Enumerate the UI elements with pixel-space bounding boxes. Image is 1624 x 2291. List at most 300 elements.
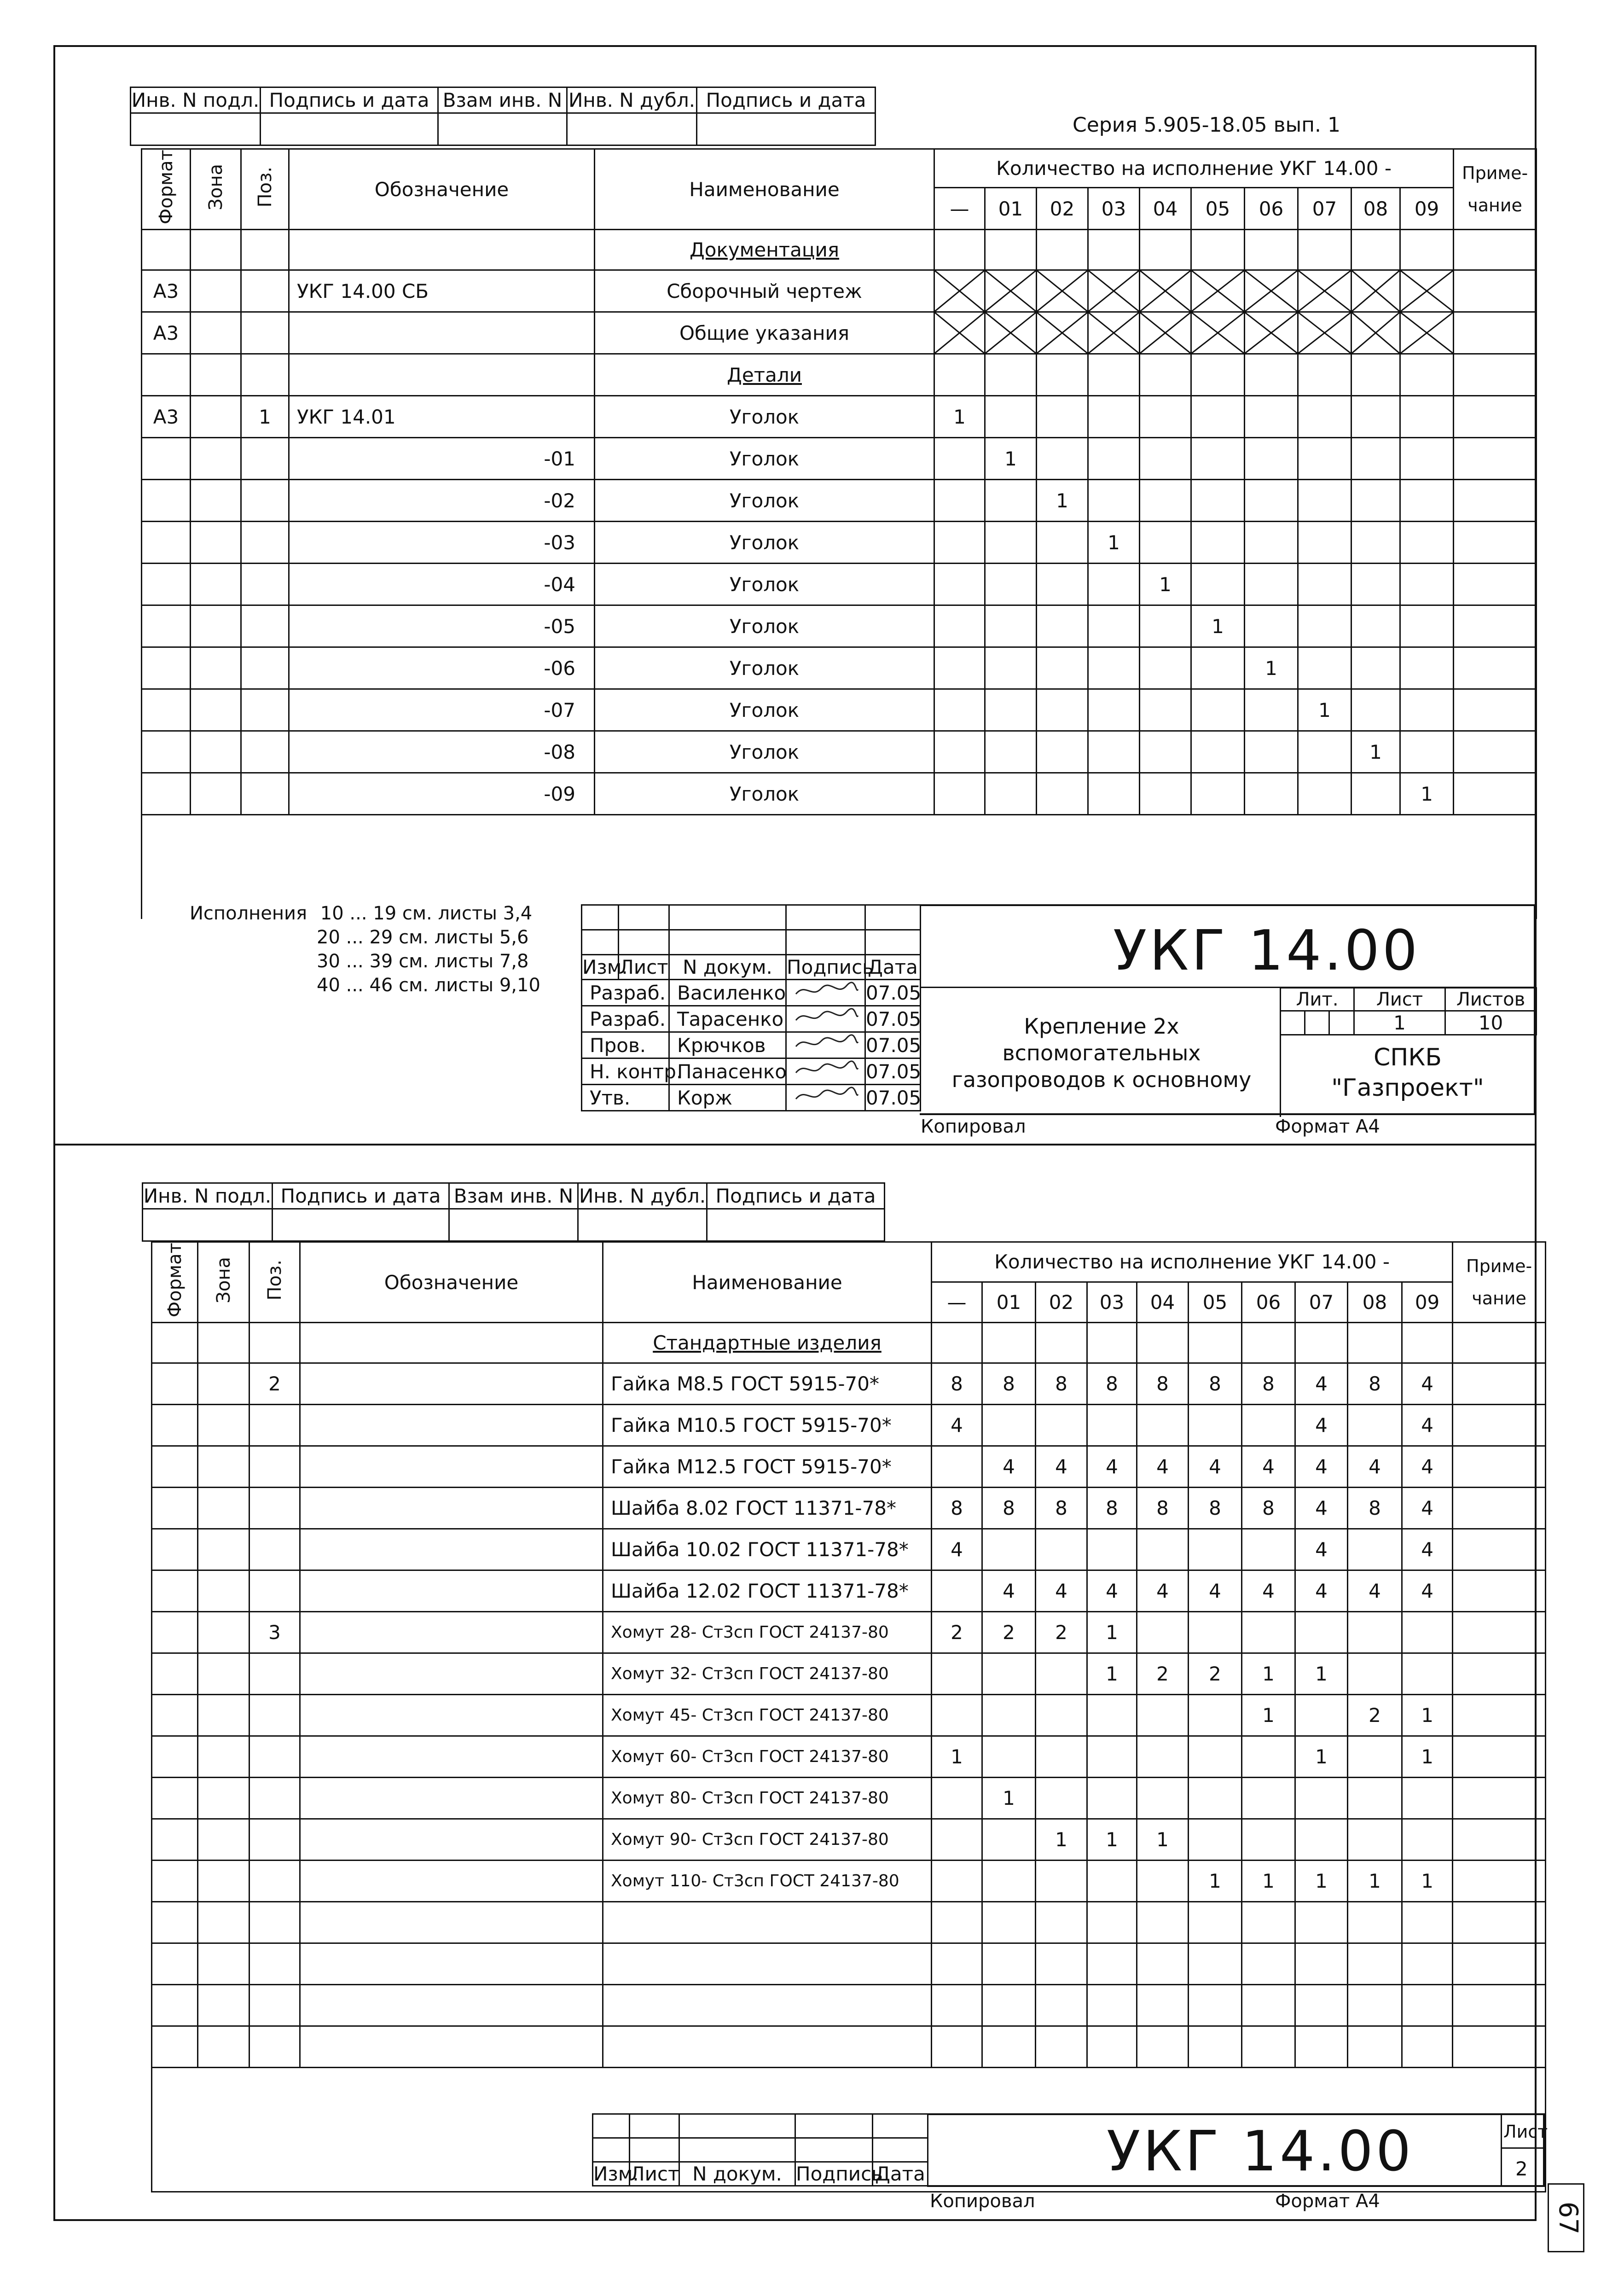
organization: [1280, 1042, 1536, 1103]
qty-cell: [982, 1405, 1036, 1446]
qty-cell: 4: [1087, 1570, 1137, 1612]
qty-cell: 1: [1402, 1695, 1453, 1736]
qty-cell: [1295, 1902, 1348, 1943]
inv-header-cell: Подпись и дата: [707, 1183, 885, 1209]
qty-cell: 2: [982, 1612, 1036, 1653]
qty-cell: [1191, 438, 1245, 480]
cross-mark: [986, 313, 1036, 353]
zone-cell: [191, 689, 241, 731]
qty-cell: [1189, 1985, 1242, 2026]
note-cell: [1453, 1570, 1546, 1612]
crossed-cell: [1245, 312, 1298, 354]
qty-cell: 4: [932, 1529, 982, 1570]
crossed-cell: [1191, 312, 1245, 354]
zone-cell: [198, 1736, 249, 1778]
qty-cell: [1402, 1653, 1453, 1695]
zone-cell: [198, 1902, 249, 1943]
qty-cell: [1189, 1405, 1242, 1446]
format-label: Формат А4: [1275, 1116, 1380, 1137]
qty-cell: [1036, 1736, 1087, 1778]
note-cell: [1453, 1695, 1546, 1736]
lower-title-block-grid: [592, 2113, 928, 2186]
qty-cell: 1: [934, 396, 985, 438]
note-cell: [1454, 773, 1537, 815]
qty-cell: [985, 230, 1037, 270]
pos-cell: [241, 647, 289, 689]
variant-header: 02: [1037, 188, 1088, 230]
qty-cell: [1348, 2026, 1402, 2068]
note-cell: [1453, 1943, 1546, 1985]
cross-mark: [1140, 271, 1190, 311]
designation-cell: [300, 1570, 603, 1612]
qty-cell: [982, 1943, 1036, 1985]
sheet-info-table: [1280, 987, 1537, 1035]
table-row: [152, 1902, 1546, 1943]
qty-cell: 2: [1036, 1612, 1087, 1653]
inv-header-cell: Подпись и дата: [261, 87, 438, 113]
pos-cell: [249, 1488, 300, 1529]
crossed-cell: [1351, 270, 1400, 312]
name-cell: Общие указания: [595, 312, 934, 354]
qty-cell: 4: [1348, 1570, 1402, 1612]
inv-header-cell: Подпись и дата: [697, 87, 876, 113]
note-cell: [1454, 396, 1537, 438]
designation-cell: [300, 2026, 603, 2068]
crossed-cell: [985, 270, 1037, 312]
qty-cell: [932, 1570, 982, 1612]
qty-cell: [1137, 1943, 1189, 1985]
qty-cell: [1088, 396, 1140, 438]
variants-note-line: 30 ... 39 см. листы 7,8: [317, 951, 529, 972]
qty-cell: [1348, 1529, 1402, 1570]
table-row: [142, 230, 1537, 270]
qty-cell: [934, 438, 985, 480]
qty-cell: 1: [985, 438, 1037, 480]
designation-header: Обозначение: [289, 149, 595, 230]
qty-cell: 8: [1036, 1363, 1087, 1405]
qty-cell: [1087, 1695, 1137, 1736]
variant-header: 03: [1087, 1282, 1137, 1323]
qty-cell: [932, 1323, 982, 1363]
designation-cell: УКГ 14.01: [289, 396, 595, 438]
variant-header: 08: [1351, 188, 1400, 230]
qty-cell: [1189, 1695, 1242, 1736]
drawing-code: УКГ 14.00: [1113, 919, 1421, 983]
qty-cell: [1242, 1405, 1295, 1446]
qty-cell: 4: [1402, 1405, 1453, 1446]
cross-mark: [1299, 271, 1351, 311]
qty-cell: [934, 773, 985, 815]
format-cell: [142, 230, 191, 270]
designation-cell: [300, 1612, 603, 1653]
qty-cell: 1: [1087, 1819, 1137, 1861]
qty-cell: [1402, 1943, 1453, 1985]
name-cell: Шайба 8.02 ГОСТ 11371-78*: [603, 1488, 932, 1529]
zone-cell: [191, 396, 241, 438]
designation-cell: [300, 1446, 603, 1488]
qty-cell: [1140, 480, 1191, 522]
designation-cell: [300, 1778, 603, 1819]
inv-header-cell: Взам инв. N: [438, 87, 567, 113]
note-cell: [1453, 1902, 1546, 1943]
qty-cell: 1: [1245, 647, 1298, 689]
qty-cell: 8: [1036, 1488, 1087, 1529]
qty-cell: [1036, 1861, 1087, 1902]
note-header-line: чание: [1467, 195, 1522, 216]
qty-cell: [1295, 1778, 1348, 1819]
qty-cell: [1037, 773, 1088, 815]
qty-cell: 4: [932, 1405, 982, 1446]
pos-cell: [249, 1405, 300, 1446]
qty-cell: [1189, 1943, 1242, 1985]
qty-cell: 4: [1242, 1446, 1295, 1488]
qty-cell: 4: [1402, 1529, 1453, 1570]
qty-cell: [934, 731, 985, 773]
qty-cell: [1402, 1902, 1453, 1943]
qty-cell: [1400, 480, 1454, 522]
qty-cell: [1088, 605, 1140, 647]
qty-cell: [1189, 1323, 1242, 1363]
qty-cell: [1298, 773, 1351, 815]
note-cell: [1454, 354, 1537, 396]
note-cell: [1453, 2026, 1546, 2068]
pos-cell: [249, 1529, 300, 1570]
crossed-cell: [934, 270, 985, 312]
qty-cell: [1402, 1778, 1453, 1819]
cross-mark: [1401, 313, 1453, 353]
variant-header: 07: [1298, 188, 1351, 230]
org-line: СПКБ: [1373, 1044, 1442, 1071]
inv-header-cell: Инв. N дубл.: [578, 1183, 707, 1209]
qty-cell: [1295, 1612, 1348, 1653]
crossed-cell: [1191, 270, 1245, 312]
zone-cell: [198, 1570, 249, 1612]
qty-cell: [982, 1902, 1036, 1943]
qty-cell: [1295, 1819, 1348, 1861]
qty-cell: [1037, 605, 1088, 647]
zone-cell: [191, 312, 241, 354]
qty-cell: [1088, 689, 1140, 731]
table-row: [142, 522, 1537, 564]
date-cell: 07.05: [865, 1058, 921, 1085]
variants-note-line: 40 ... 46 см. листы 9,10: [317, 975, 540, 996]
format-cell: [142, 731, 191, 773]
date-cell: 07.05: [865, 1085, 921, 1111]
format-cell: [152, 1488, 198, 1529]
name-cell: Уголок: [595, 731, 934, 773]
variants-note-line: 10 ... 19 см. листы 3,4: [320, 903, 533, 924]
qty-cell: [1088, 354, 1140, 396]
qty-cell: 4: [1402, 1488, 1453, 1529]
qty-cell: 1: [1400, 773, 1454, 815]
qty-cell: 4: [1036, 1570, 1087, 1612]
qty-cell: [934, 564, 985, 605]
qty-cell: [1036, 1529, 1087, 1570]
qty-cell: [1242, 1529, 1295, 1570]
pos-cell: [249, 1323, 300, 1363]
copied-label: Копировал: [930, 2191, 1035, 2212]
qty-cell: 8: [932, 1488, 982, 1529]
designation-header: Обозначение: [300, 1242, 603, 1323]
qty-cell: [1400, 564, 1454, 605]
format-header: Формат: [155, 150, 177, 225]
format-cell: [142, 605, 191, 647]
name-cell: Уголок: [595, 689, 934, 731]
variant-header: —: [934, 188, 985, 230]
qty-cell: [1137, 1778, 1189, 1819]
qty-cell: 4: [1189, 1570, 1242, 1612]
table-row: [152, 1612, 1546, 1653]
qty-cell: [1298, 354, 1351, 396]
role-cell: Утв.: [582, 1085, 669, 1111]
qty-cell: [1242, 1819, 1295, 1861]
crossed-cell: [1037, 270, 1088, 312]
qty-cell: 4: [1295, 1529, 1348, 1570]
qty-cell: [1400, 647, 1454, 689]
qty-cell: [1402, 1819, 1453, 1861]
quantity-header: Количество на исполнение УКГ 14.00 -: [934, 149, 1454, 188]
qty-cell: 1: [1242, 1653, 1295, 1695]
cross-mark: [1037, 313, 1087, 353]
qty-cell: 4: [1295, 1570, 1348, 1612]
table-row: [142, 312, 1537, 354]
qty-cell: [934, 647, 985, 689]
format-cell: А3: [142, 312, 191, 354]
pos-cell: [249, 1570, 300, 1612]
qty-cell: 8: [1137, 1363, 1189, 1405]
name-cell: [603, 2026, 932, 2068]
qty-cell: [1087, 1778, 1137, 1819]
format-cell: [152, 1819, 198, 1861]
signature-row: [582, 1085, 921, 1111]
qty-cell: [1298, 230, 1351, 270]
zone-cell: [198, 2026, 249, 2068]
table-row: [152, 1695, 1546, 1736]
qty-cell: [985, 605, 1037, 647]
tb-header: Изм.: [582, 955, 619, 980]
qty-cell: [985, 396, 1037, 438]
inv-header-cell: Подпись и дата: [273, 1183, 449, 1209]
note-cell: [1453, 1778, 1546, 1819]
designation-cell: [300, 1943, 603, 1985]
qty-cell: 4: [982, 1446, 1036, 1488]
table-row: [152, 1363, 1546, 1405]
qty-cell: [1242, 1902, 1295, 1943]
pos-cell: 2: [249, 1363, 300, 1405]
qty-cell: [1245, 438, 1298, 480]
table-row: [142, 773, 1537, 815]
qty-cell: [1298, 731, 1351, 773]
sheet-label: Лист: [1354, 988, 1445, 1011]
qty-cell: [1087, 1529, 1137, 1570]
pos-cell: [249, 1778, 300, 1819]
qty-cell: [1402, 1323, 1453, 1363]
pos-cell: [241, 230, 289, 270]
qty-cell: [932, 1446, 982, 1488]
format-cell: [142, 354, 191, 396]
col-format-header: [152, 1242, 198, 1323]
signature-cell: [786, 1006, 865, 1032]
note-header-line: Приме-: [1466, 1256, 1532, 1277]
qty-cell: [1295, 1943, 1348, 1985]
qty-cell: 4: [1189, 1446, 1242, 1488]
zone-cell: [198, 1363, 249, 1405]
qty-cell: [1400, 230, 1454, 270]
note-cell: [1454, 270, 1537, 312]
variant-header: 07: [1295, 1282, 1348, 1323]
name-cell: Гайка М10.5 ГОСТ 5915-70*: [603, 1405, 932, 1446]
name-cell: [603, 1943, 932, 1985]
designation-cell: [289, 230, 595, 270]
zone-cell: [191, 522, 241, 564]
variant-header: 04: [1137, 1282, 1189, 1323]
qty-cell: [985, 731, 1037, 773]
qty-cell: 8: [1189, 1363, 1242, 1405]
handwritten-signature: [791, 1006, 860, 1027]
qty-cell: 4: [1295, 1488, 1348, 1529]
upper-spec-table: [141, 148, 1537, 919]
format-header: Формат: [164, 1243, 186, 1318]
name-cell: [603, 1985, 932, 2026]
pos-cell: [249, 1653, 300, 1695]
tb-header: N докум.: [679, 2162, 795, 2186]
qty-cell: [982, 1861, 1036, 1902]
signature-row: [582, 1032, 921, 1058]
note-cell: [1454, 312, 1537, 354]
qty-cell: [1191, 689, 1245, 731]
crossed-cell: [1298, 312, 1351, 354]
qty-cell: 8: [1242, 1488, 1295, 1529]
designation-cell: -08: [289, 731, 595, 773]
zone-cell: [191, 230, 241, 270]
designation-cell: -05: [289, 605, 595, 647]
designation-cell: -01: [289, 438, 595, 480]
qty-cell: [1087, 1943, 1137, 1985]
qty-cell: [1298, 605, 1351, 647]
qty-cell: [1348, 1778, 1402, 1819]
qty-cell: [1088, 773, 1140, 815]
table-row: [142, 731, 1537, 773]
qty-cell: [985, 480, 1037, 522]
cross-mark: [986, 271, 1036, 311]
variant-header: 06: [1242, 1282, 1295, 1323]
qty-cell: [1137, 1861, 1189, 1902]
note-cell: [1454, 647, 1537, 689]
qty-cell: [934, 522, 985, 564]
qty-cell: [985, 354, 1037, 396]
pos-cell: [241, 689, 289, 731]
qty-cell: [1037, 396, 1088, 438]
inv-header-cell: Инв. N дубл.: [567, 87, 697, 113]
name-cell: Хомут 45- Ст3сп ГОСТ 24137-80: [603, 1695, 932, 1736]
qty-cell: [1137, 1902, 1189, 1943]
note-cell: [1453, 1736, 1546, 1778]
qty-cell: [1140, 731, 1191, 773]
sheet-number: 1: [1354, 1011, 1445, 1035]
qty-cell: [982, 1653, 1036, 1695]
qty-cell: [1036, 1985, 1087, 2026]
qty-cell: [1245, 480, 1298, 522]
lower-title-block-right: [927, 2113, 1548, 2187]
qty-cell: [1036, 1695, 1087, 1736]
qty-cell: [1037, 689, 1088, 731]
qty-cell: 1: [1295, 1736, 1348, 1778]
qty-cell: [1137, 1695, 1189, 1736]
qty-cell: 4: [1036, 1446, 1087, 1488]
qty-cell: [1088, 230, 1140, 270]
crossed-cell: [1088, 312, 1140, 354]
role-cell: Разраб.: [582, 1006, 669, 1032]
cross-mark: [1401, 271, 1453, 311]
zone-cell: [191, 605, 241, 647]
qty-cell: [1189, 1902, 1242, 1943]
qty-cell: 4: [1348, 1446, 1402, 1488]
cross-mark: [1089, 271, 1139, 311]
crossed-cell: [1140, 270, 1191, 312]
variants-note: [190, 901, 540, 997]
format-label: Формат А4: [1275, 2191, 1380, 2212]
qty-cell: [1351, 438, 1400, 480]
qty-cell: [1140, 773, 1191, 815]
upper-title-block-right: [920, 904, 1536, 1115]
qty-cell: [934, 354, 985, 396]
date-cell: 07.05: [865, 980, 921, 1006]
qty-cell: [1351, 564, 1400, 605]
qty-cell: [932, 1943, 982, 1985]
qty-cell: 4: [1137, 1446, 1189, 1488]
qty-cell: 1: [1402, 1861, 1453, 1902]
qty-cell: [1242, 2026, 1295, 2068]
tb-header: Подпись: [796, 2163, 883, 2185]
qty-cell: [1348, 1653, 1402, 1695]
designation-cell: [300, 1323, 603, 1363]
qty-cell: [1295, 1985, 1348, 2026]
qty-cell: [1348, 1323, 1402, 1363]
crossed-cell: [934, 312, 985, 354]
name-cell: Уголок: [595, 522, 934, 564]
qty-cell: 1: [1298, 689, 1351, 731]
table-row: [152, 1323, 1546, 1363]
zone-cell: [191, 438, 241, 480]
qty-cell: [1348, 1819, 1402, 1861]
pos-cell: [241, 270, 289, 312]
tb-header: Подпись: [786, 955, 865, 980]
signature-cell: [786, 1085, 865, 1111]
format-cell: [142, 438, 191, 480]
name-cell: Шайба 10.02 ГОСТ 11371-78*: [603, 1529, 932, 1570]
pos-cell: [241, 773, 289, 815]
zone-cell: [198, 1488, 249, 1529]
qty-cell: 1: [982, 1778, 1036, 1819]
cross-mark: [1192, 313, 1244, 353]
zone-cell: [198, 1778, 249, 1819]
qty-cell: [1137, 2026, 1189, 2068]
designation-cell: -06: [289, 647, 595, 689]
zone-cell: [198, 1323, 249, 1363]
qty-cell: 2: [1348, 1695, 1402, 1736]
qty-cell: 1: [1351, 731, 1400, 773]
qty-cell: 1: [1348, 1861, 1402, 1902]
lower-inventory-table: [142, 1182, 885, 1242]
designation-cell: [300, 1363, 603, 1405]
page-number-box: [1548, 2183, 1584, 2252]
qty-cell: [1191, 731, 1245, 773]
format-cell: [152, 1861, 198, 1902]
note-header: [1454, 149, 1537, 230]
format-cell: [152, 1653, 198, 1695]
qty-cell: [1037, 647, 1088, 689]
name-cell: Детали: [595, 354, 934, 396]
